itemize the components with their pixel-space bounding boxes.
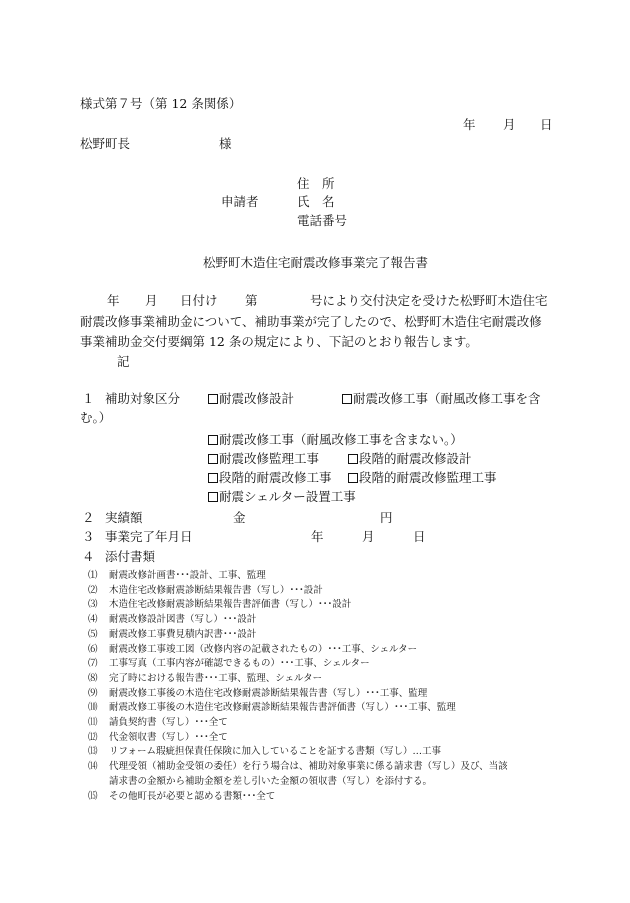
attachment-item	[88, 659, 370, 669]
option-staged-supervision[interactable]	[348, 472, 497, 485]
option-label: 耐震改修工事（耐風改修工事を含	[353, 391, 541, 406]
option-label: 段階的耐震改修設計	[359, 451, 472, 466]
checkbox-icon[interactable]	[208, 454, 218, 464]
option-staged-work[interactable]	[208, 472, 332, 485]
body-ki: 記	[117, 354, 130, 369]
checkbox-icon[interactable]	[208, 394, 218, 404]
applicant-address-label: 住 所	[297, 176, 335, 191]
section4-number: ４	[82, 549, 95, 564]
section2-label: 実績額	[105, 510, 143, 525]
completion-day-label: 日	[413, 529, 426, 544]
body-dated: 日付け	[180, 293, 218, 308]
attachment-item	[88, 792, 275, 802]
option-shelter-installation[interactable]	[208, 491, 356, 504]
attachment-text: 耐震改修工事後の木造住宅改修耐震診断結果報告書（写し）･･･工事、監理	[109, 687, 428, 699]
checkbox-icon[interactable]	[208, 473, 218, 483]
attachment-text: 木造住宅改修耐震診断結果報告書評価書（写し）･･･設計	[109, 599, 352, 611]
attachment-item	[88, 630, 256, 640]
attachment-item	[88, 571, 266, 581]
attachment-number: ⑸	[88, 628, 98, 640]
option-seismic-work-with-wind[interactable]	[342, 393, 541, 406]
body-year: 年	[107, 293, 120, 308]
completion-month-label: 月	[362, 529, 375, 544]
attachment-text: 耐震改修設計図書（写し）･･･設計	[109, 614, 257, 626]
attachment-item	[88, 586, 323, 596]
option-label: 耐震改修工事（耐風改修工事を含まない。）	[219, 432, 463, 447]
option2-continuation: む。）	[80, 410, 112, 425]
attachment-item	[88, 762, 508, 772]
section1-label: 補助対象区分	[105, 391, 181, 406]
date-month-label: 月	[503, 117, 516, 132]
date-day-label: 日	[540, 117, 553, 132]
attachment-item	[88, 747, 441, 757]
checkbox-icon[interactable]	[348, 473, 358, 483]
attachment-number: ⑵	[88, 584, 98, 596]
option-label: 段階的耐震改修工事	[219, 470, 332, 485]
checkbox-icon[interactable]	[342, 394, 352, 404]
attachment-item	[88, 600, 351, 610]
amount-kin-label: 金	[233, 510, 246, 525]
attachment-number: ⒀	[88, 746, 98, 758]
attachment-text: 耐震改修計画書･･･設計、工事、監理	[109, 570, 266, 581]
attachment-number: ⒁	[88, 761, 98, 773]
attachment-item	[88, 733, 228, 743]
attachment-text: 木造住宅改修耐震診断結果報告書（写し）･･･設計	[109, 584, 323, 596]
form-number: 様式第７号（第 12 条関係）	[80, 96, 242, 111]
attachment-text: 耐震改修工事竣工図（改修内容の記載されたもの）･･･工事、シェルター	[109, 643, 418, 655]
option-staged-design[interactable]	[348, 453, 472, 466]
body-line1-rest: 号により交付決定を受けた松野町木造住宅	[310, 293, 548, 308]
option-label: 耐震改修設計	[219, 391, 295, 406]
attachment-number: ⑾	[88, 717, 98, 728]
section2-number: ２	[82, 510, 95, 525]
checkbox-icon[interactable]	[348, 454, 358, 464]
date-year-label: 年	[463, 117, 476, 132]
attachment-item	[88, 703, 456, 713]
attachment-number: ⑹	[88, 643, 98, 655]
amount-yen-label: 円	[380, 510, 393, 525]
attachment-item	[88, 689, 427, 699]
attachment-number: ⑿	[88, 731, 98, 743]
attachment-text: 耐震改修工事費見積内訳書･･･設計	[109, 628, 257, 640]
attachment-text: 耐震改修工事後の木造住宅改修耐震診断結果報告書評価書（写し）･･･工事、監理	[109, 702, 456, 714]
section3-label: 事業完了年月日	[105, 529, 193, 544]
section3-number: ３	[82, 529, 95, 544]
attachment-number: ⒂	[88, 790, 98, 802]
attachment-number: ⑼	[88, 687, 98, 699]
attachment-item	[88, 777, 432, 787]
body-month: 月	[145, 293, 158, 308]
section4-label: 添付書類	[105, 549, 156, 564]
attachment-item	[88, 718, 228, 728]
option-label: 耐震シェルター設置工事	[219, 489, 356, 504]
attachment-text: 代金領収書（写し）･･･全て	[109, 731, 228, 743]
attachment-number: ⑴	[88, 570, 98, 581]
applicant-phone-label: 電話番号	[297, 213, 348, 228]
applicant-label: 申請者	[221, 194, 259, 209]
attachment-number: ⑽	[88, 702, 98, 714]
completion-year-label: 年	[311, 529, 324, 544]
attachment-text: 請負契約書（写し）･･･全て	[109, 717, 228, 728]
section1-number: １	[82, 391, 95, 406]
attachment-number: ⑺	[88, 658, 98, 670]
attachment-text: 完了時における報告書･･･工事、監理、シェルター	[109, 672, 323, 684]
attachment-item	[88, 615, 256, 625]
option-seismic-supervision[interactable]	[208, 453, 319, 466]
document-title: 松野町木造住宅耐震改修事業完了報告書	[203, 255, 429, 270]
attachment-item	[88, 645, 417, 655]
attachment-number: ⑶	[88, 599, 98, 611]
attachment-number: ⑷	[88, 614, 98, 626]
addressee-honorific: 様	[219, 136, 232, 151]
body-line3: 事業補助金交付要綱第 12 条の規定により、下記のとおり報告します。	[80, 334, 478, 349]
checkbox-icon[interactable]	[208, 435, 218, 445]
body-no: 第	[245, 293, 258, 308]
addressee-name: 松野町長	[80, 136, 131, 151]
option-label: 耐震改修監理工事	[219, 451, 320, 466]
attachment-text: リフォーム瑕疵担保責任保険に加入していることを証する書類（写し）…工事	[109, 746, 442, 758]
attachment-item	[88, 674, 322, 684]
attachment-text: 工事写真（工事内容が確認できるもの）･･･工事、シェルター	[109, 658, 370, 670]
option-seismic-work-without-wind[interactable]	[208, 434, 463, 447]
checkbox-icon[interactable]	[208, 492, 218, 502]
attachment-text: その他町長が必要と認める書類･･･全て	[109, 790, 276, 802]
attachment-number: ⑻	[88, 672, 98, 684]
attachment-text: 代理受領（補助金受領の委任）を行う場合は、補助対象事業に係る請求書（写し）及び、当該	[109, 761, 508, 773]
attachment-text: 請求書の金額から補助金額を差し引いた金額の領収書（写し）を添付する。	[109, 775, 433, 787]
option-seismic-design[interactable]	[208, 393, 294, 406]
option-label: 段階的耐震改修監理工事	[359, 470, 497, 485]
applicant-name-label: 氏 名	[297, 194, 335, 209]
body-line2: 耐震改修事業補助金について、補助事業が完了したので、松野町木造住宅耐震改修	[80, 314, 542, 329]
